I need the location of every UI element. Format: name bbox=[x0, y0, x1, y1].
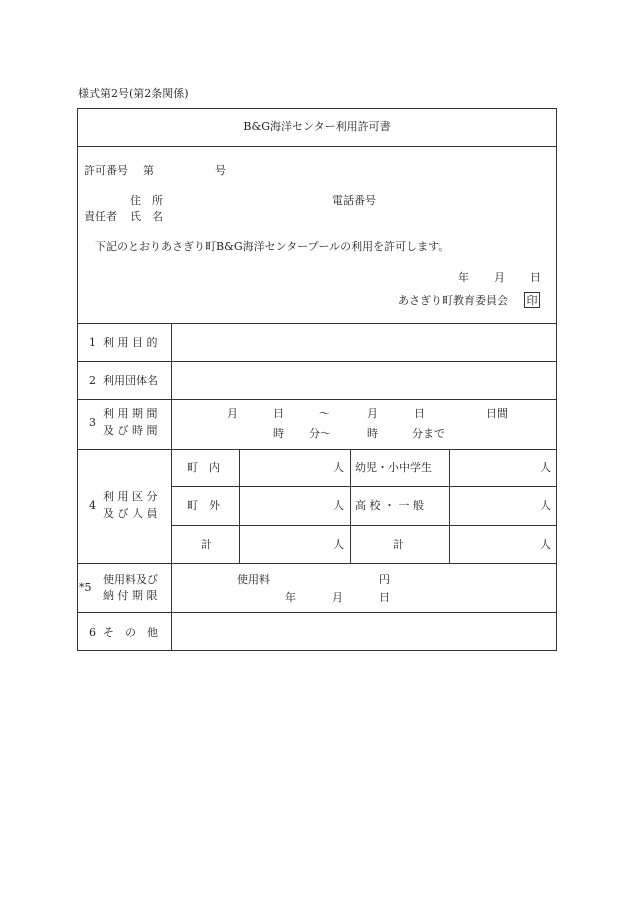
title-divider bbox=[77, 146, 557, 147]
table-top-line bbox=[77, 323, 557, 324]
row4-col-divider-2 bbox=[350, 449, 351, 563]
children-label: 幼児・小中学生 bbox=[355, 461, 432, 474]
seal-stamp: 印 bbox=[524, 292, 540, 308]
total-person-unit: 人 bbox=[333, 538, 344, 551]
total-label: 計 bbox=[201, 538, 212, 551]
row-divider-2 bbox=[77, 399, 557, 400]
row3-label-line2: 及 び 時 間 bbox=[103, 424, 158, 437]
date-year: 年 bbox=[458, 271, 469, 284]
date-day: 日 bbox=[530, 271, 541, 284]
permit-number-dai: 第 bbox=[143, 164, 154, 177]
period-tilde: 〜 bbox=[319, 407, 330, 420]
row-divider-4 bbox=[77, 563, 557, 564]
row-divider-3 bbox=[77, 449, 557, 450]
row2-number: 2 bbox=[89, 374, 96, 387]
row5-label-line2: 納 付 期 限 bbox=[103, 589, 158, 602]
row-divider-5 bbox=[77, 612, 557, 613]
row6-number: 6 bbox=[89, 626, 96, 639]
deadline-month: 月 bbox=[332, 591, 343, 604]
permission-text: 下記のとおりあさぎり町B&G海洋センタープールの利用を許可します。 bbox=[95, 240, 450, 253]
time-hour1: 時 bbox=[273, 427, 284, 440]
date-month: 月 bbox=[494, 271, 505, 284]
fee-label: 使用料 bbox=[237, 573, 270, 586]
form-title: B&G海洋センター利用許可書 bbox=[243, 120, 391, 133]
out-town-label: 町 外 bbox=[187, 499, 220, 512]
row5-number: *5 bbox=[79, 581, 92, 594]
label-column-divider bbox=[171, 323, 172, 651]
row6-label: そ の 他 bbox=[103, 626, 158, 639]
address-label: 住 所 bbox=[130, 194, 163, 207]
time-min2: 分まで bbox=[412, 427, 445, 440]
row3-label-line1: 利 用 期 間 bbox=[103, 407, 158, 420]
in-town-person-unit: 人 bbox=[333, 461, 344, 474]
issuer-name: あさぎり町教育委員会 bbox=[398, 294, 508, 307]
row4-number: 4 bbox=[89, 499, 96, 512]
row4-subdivider-1 bbox=[171, 486, 557, 487]
phone-label: 電話番号 bbox=[332, 194, 376, 207]
row4-label-line2: 及 び 人 員 bbox=[103, 507, 158, 520]
row2-label: 利用団体名 bbox=[103, 374, 158, 387]
row-divider-1 bbox=[77, 361, 557, 362]
fee-yen: 円 bbox=[379, 573, 390, 586]
row4-col-divider-1 bbox=[239, 449, 240, 563]
total2-label: 計 bbox=[393, 538, 404, 551]
time-hour2: 時 bbox=[367, 427, 378, 440]
name-label: 氏 名 bbox=[130, 210, 163, 223]
period-month2: 月 bbox=[367, 407, 378, 420]
row4-label-line1: 利 用 区 分 bbox=[103, 490, 158, 503]
adults-person-unit: 人 bbox=[540, 499, 551, 512]
responsible-label: 責任者 bbox=[84, 210, 117, 223]
period-day1: 日 bbox=[273, 407, 284, 420]
row3-number: 3 bbox=[89, 416, 96, 429]
row1-label: 利 用 目 的 bbox=[103, 336, 158, 349]
permit-number-label: 許可番号 bbox=[84, 164, 128, 177]
period-day2: 日 bbox=[414, 407, 425, 420]
row4-col-divider-3 bbox=[449, 449, 450, 563]
row1-number: 1 bbox=[89, 336, 96, 349]
adults-label: 高 校 ・ 一 般 bbox=[355, 499, 424, 512]
row4-subdivider-2 bbox=[171, 525, 557, 526]
row5-label-line1: 使用料及び bbox=[103, 573, 158, 586]
total2-person-unit: 人 bbox=[540, 538, 551, 551]
period-days: 日間 bbox=[486, 407, 508, 420]
period-month1: 月 bbox=[227, 407, 238, 420]
deadline-day: 日 bbox=[379, 591, 390, 604]
out-town-person-unit: 人 bbox=[333, 499, 344, 512]
time-min1: 分〜 bbox=[309, 427, 331, 440]
deadline-year: 年 bbox=[285, 591, 296, 604]
in-town-label: 町 内 bbox=[187, 461, 220, 474]
form-number: 様式第2号(第2条関係) bbox=[78, 87, 189, 100]
permit-number-go: 号 bbox=[215, 164, 226, 177]
children-person-unit: 人 bbox=[540, 461, 551, 474]
